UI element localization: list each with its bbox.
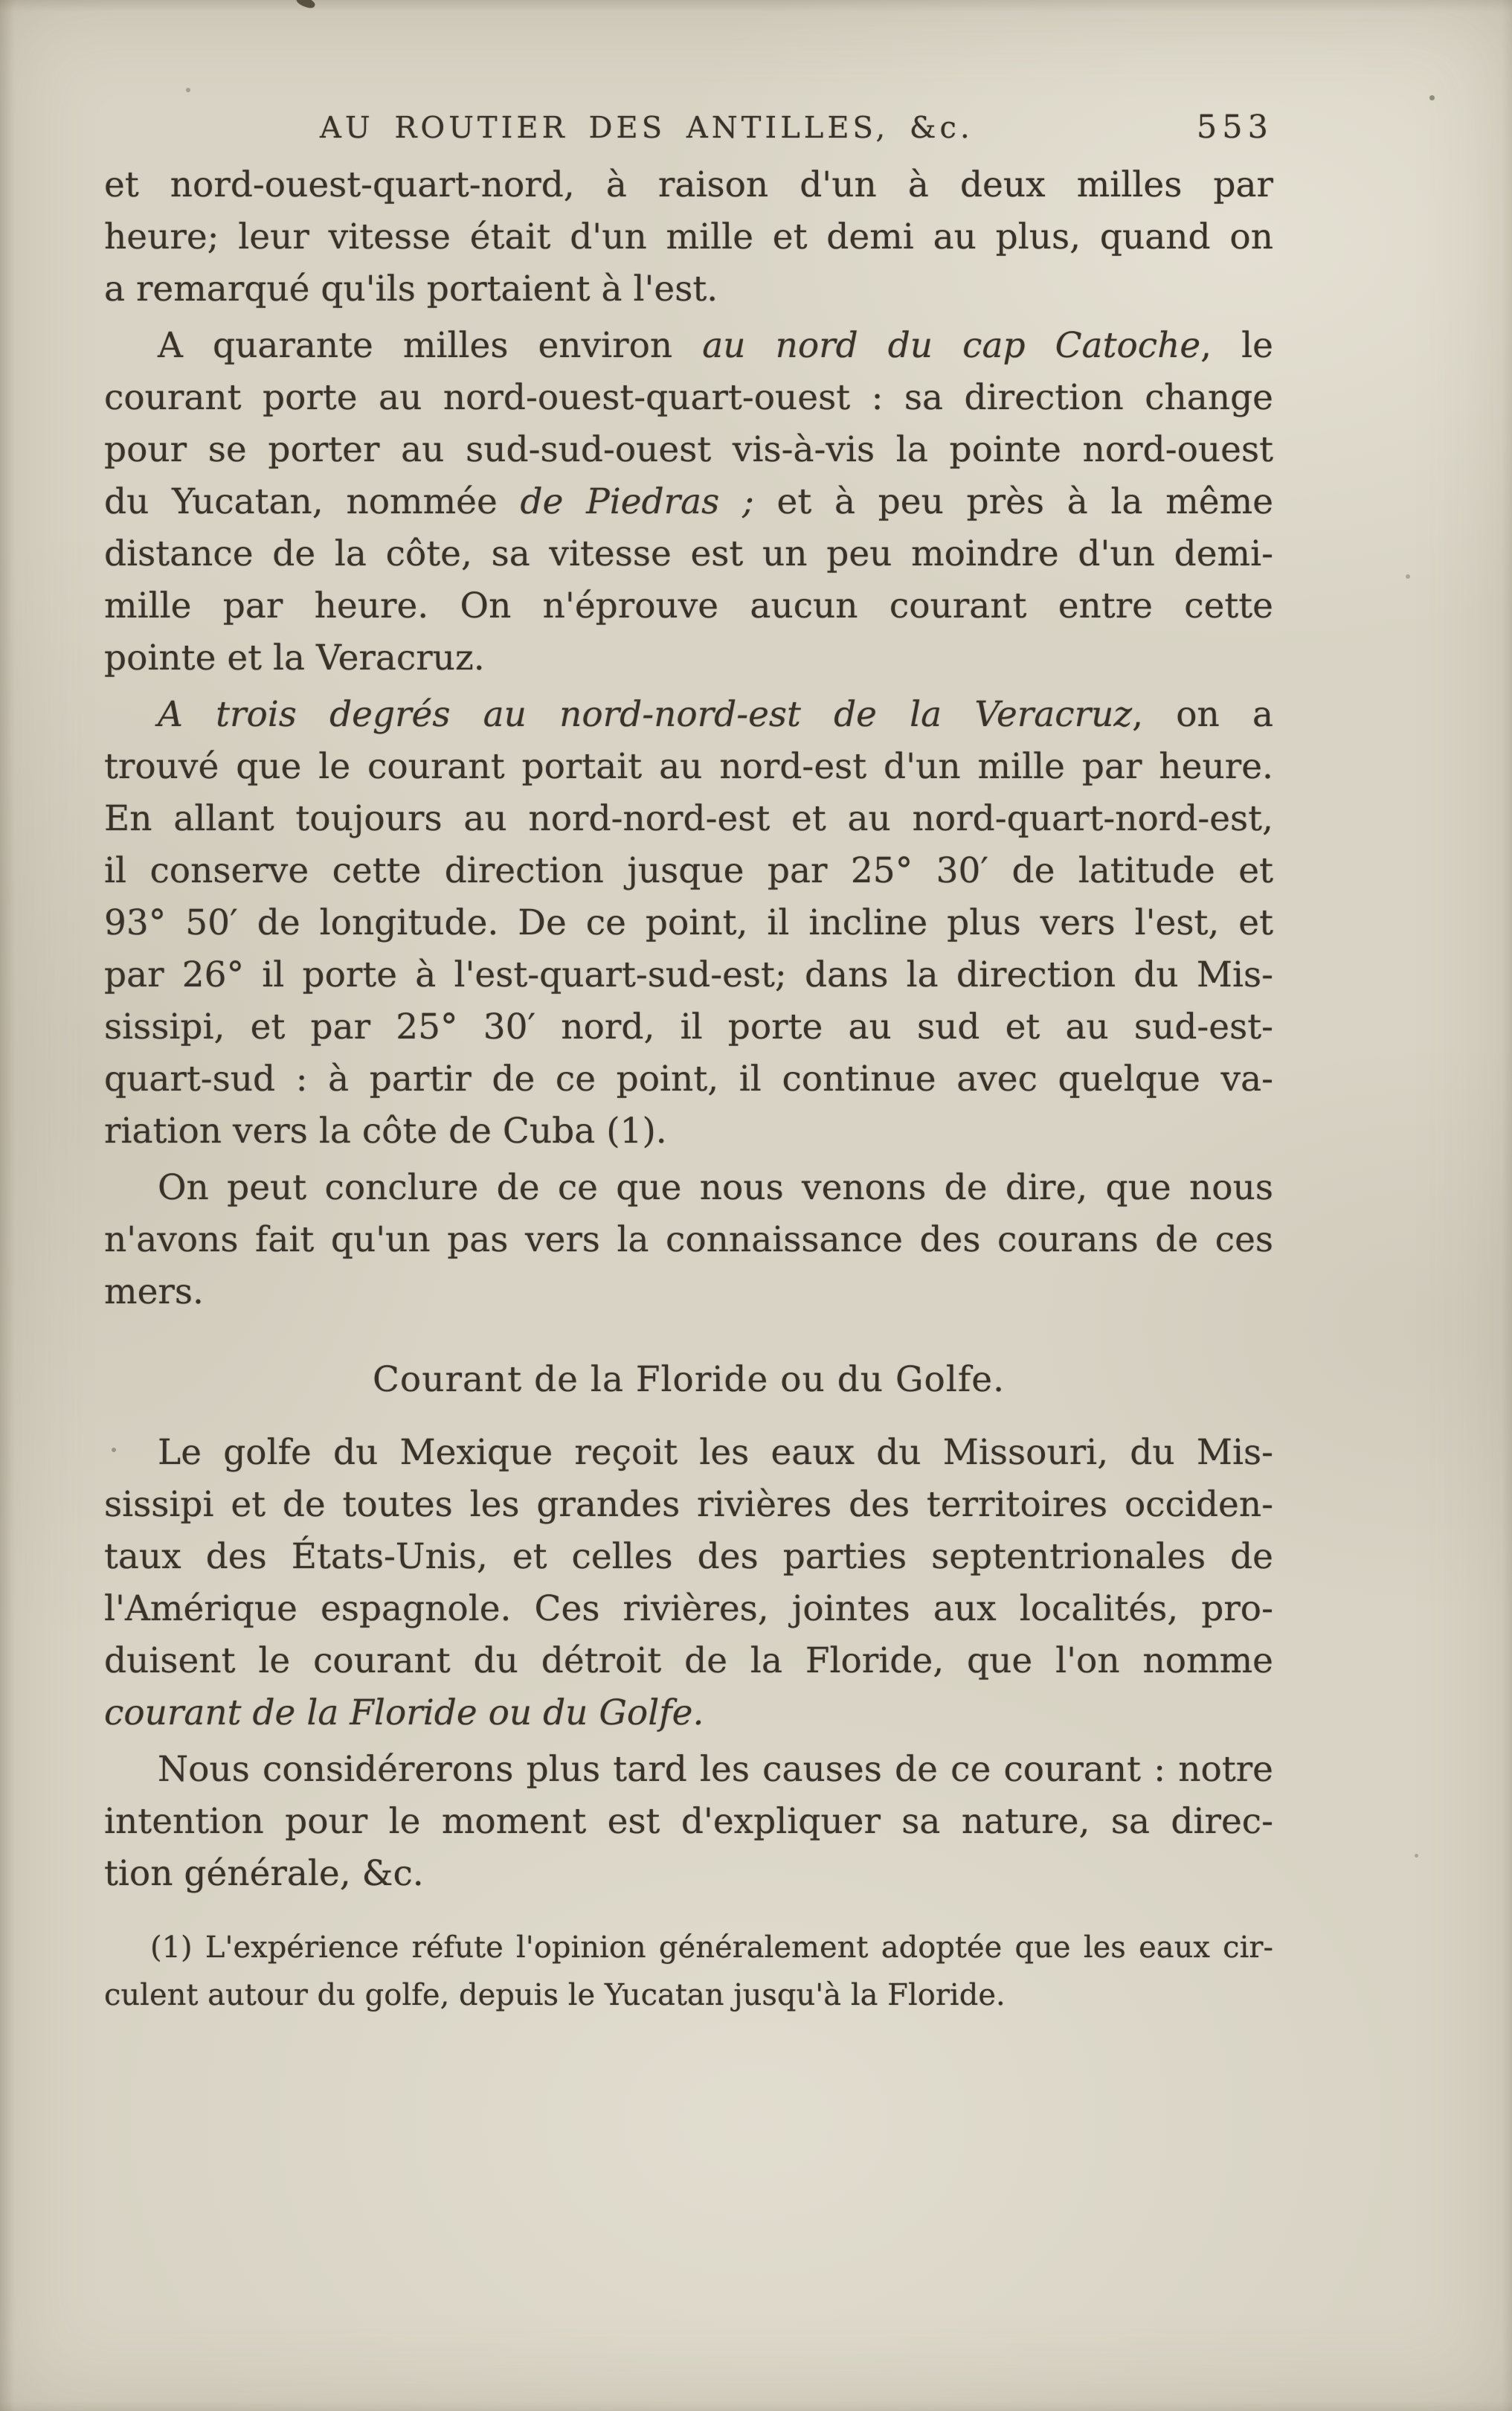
text-line (104, 372, 1273, 424)
text-line (104, 1105, 1273, 1158)
text-run: courant porte au nord-ouest-quart-ouest : sa direction change (104, 377, 1273, 418)
text-line (104, 1924, 1273, 1971)
text-line (104, 793, 1273, 845)
text-run: (1) L'expérience réfute l'opinion généralement adoptée que les eaux cir- (150, 1930, 1273, 1965)
italic-text-run: de Piedras ; (520, 481, 754, 522)
text-run: quart-sud : à partir de ce point, il continue avec quelque va- (104, 1059, 1273, 1099)
text-line (104, 528, 1273, 580)
text-run: taux des États-Unis, et celles des parties septentrionales de (104, 1536, 1273, 1577)
text-run: Le golfe du Mexique reçoit les eaux du Missouri, du Mis- (158, 1432, 1273, 1473)
ink-speck (1415, 1854, 1418, 1858)
text-line (104, 320, 1273, 372)
text-column (104, 159, 1273, 2019)
text-run: et nord-ouest-quart-nord, à raison d'un à deux milles par (104, 164, 1273, 205)
ink-speck (1406, 574, 1410, 579)
text-line (104, 263, 1273, 315)
text-line (104, 424, 1273, 476)
text-line (104, 476, 1273, 528)
text-line (104, 1848, 1273, 1900)
text-line (104, 580, 1273, 632)
text-line (104, 1001, 1273, 1053)
text-run: par 26° il porte à l'est-quart-sud-est; dans la direction du Mis- (104, 954, 1273, 995)
text-line (104, 1427, 1273, 1479)
text-run: sissipi et de toutes les grandes rivières des territoires occiden- (104, 1484, 1273, 1525)
text-line (104, 1744, 1273, 1796)
text-run: , le (1200, 325, 1273, 366)
text-line (104, 741, 1273, 793)
text-run: riation vers la côte de Cuba (1). (104, 1111, 667, 1152)
text-run: duisent le courant du détroit de la Floride, que l'on nomme (104, 1640, 1273, 1681)
text-run: n'avons fait qu'un pas vers la connaissance des courans de ces (104, 1219, 1273, 1260)
text-run: tion générale, &c. (104, 1853, 424, 1894)
italic-text-run: courant de la Floride ou du Golfe. (104, 1692, 704, 1733)
ink-speck (1429, 95, 1435, 100)
text-line (104, 689, 1273, 741)
running-title: AU ROUTIER DES ANTILLES, &c. (320, 111, 974, 145)
ink-speck (186, 88, 190, 92)
text-line (104, 1635, 1273, 1687)
text-line (104, 1162, 1273, 1214)
text-run: et à peu près à la même (753, 481, 1274, 522)
paragraph (104, 320, 1273, 684)
text-line (104, 1266, 1273, 1318)
text-run: mers. (104, 1271, 204, 1312)
text-run: distance de la côte, sa vitesse est un peu moindre d'un demi- (104, 533, 1273, 574)
text-line (104, 845, 1273, 897)
text-run: , on a (1132, 694, 1273, 735)
text-run: On peut conclure de ce que nous venons de dire, que nous (158, 1167, 1273, 1208)
text-line (104, 1796, 1273, 1848)
text-run: il conserve cette direction jusque par 25° 30′ de latitude et (104, 850, 1273, 891)
ink-speck (295, 0, 317, 10)
text-line (104, 897, 1273, 949)
text-line (104, 1479, 1273, 1531)
text-line (104, 1531, 1273, 1583)
paragraph (104, 1427, 1273, 1739)
text-line (104, 1053, 1273, 1105)
text-run: pour se porter au sud-sud-ouest vis-à-vis la pointe nord-ouest (104, 429, 1273, 470)
paragraph (104, 689, 1273, 1158)
text-line (104, 1583, 1273, 1635)
text-run: En allant toujours au nord-nord-est et au nord-quart-nord-est, (104, 798, 1273, 839)
page-number: 553 (1196, 109, 1273, 146)
text-run: l'Amérique espagnole. Ces rivières, jointes aux localités, pro- (104, 1588, 1273, 1629)
running-head (104, 109, 1273, 146)
footnote (104, 1924, 1273, 2019)
text-run: A quarante milles environ (158, 325, 703, 366)
text-run: pointe et la Veracruz. (104, 638, 485, 678)
italic-text-run: au nord du cap Catoche (702, 325, 1201, 366)
italic-text-run: A trois degrés au nord-nord-est de la Veracruz (158, 694, 1133, 735)
text-line (104, 1214, 1273, 1266)
text-line (104, 1687, 1273, 1739)
text-line (104, 159, 1273, 211)
text-run: heure; leur vitesse était d'un mille et demi au plus, quand on (104, 216, 1273, 257)
text-run: trouvé que le courant portait au nord-est d'un mille par heure. (104, 746, 1273, 787)
paragraph (104, 1744, 1273, 1900)
text-line (104, 949, 1273, 1001)
text-run: 93° 50′ de longitude. De ce point, il incline plus vers l'est, et (104, 902, 1273, 943)
text-run: sissipi, et par 25° 30′ nord, il porte au sud et au sud-est- (104, 1007, 1273, 1047)
text-line (104, 211, 1273, 263)
paragraph (104, 1162, 1273, 1318)
text-run: intention pour le moment est d'expliquer sa nature, sa direc- (104, 1801, 1273, 1842)
section-heading: Courant de la Floride ou du Golfe. (372, 1359, 1006, 1400)
text-run: mille par heure. On n'éprouve aucun courant entre cette (104, 585, 1273, 626)
text-run: a remarqué qu'ils portaient à l'est. (104, 269, 718, 309)
text-line (104, 1971, 1273, 2019)
text-run: du Yucatan, nommée (104, 481, 521, 522)
text-run: culent autour du golfe, depuis le Yucatan jusqu'à la Floride. (104, 1978, 1006, 2012)
paragraph (104, 159, 1273, 315)
text-line (104, 632, 1273, 684)
text-run: Nous considérerons plus tard les causes de ce courant : notre (158, 1749, 1273, 1790)
